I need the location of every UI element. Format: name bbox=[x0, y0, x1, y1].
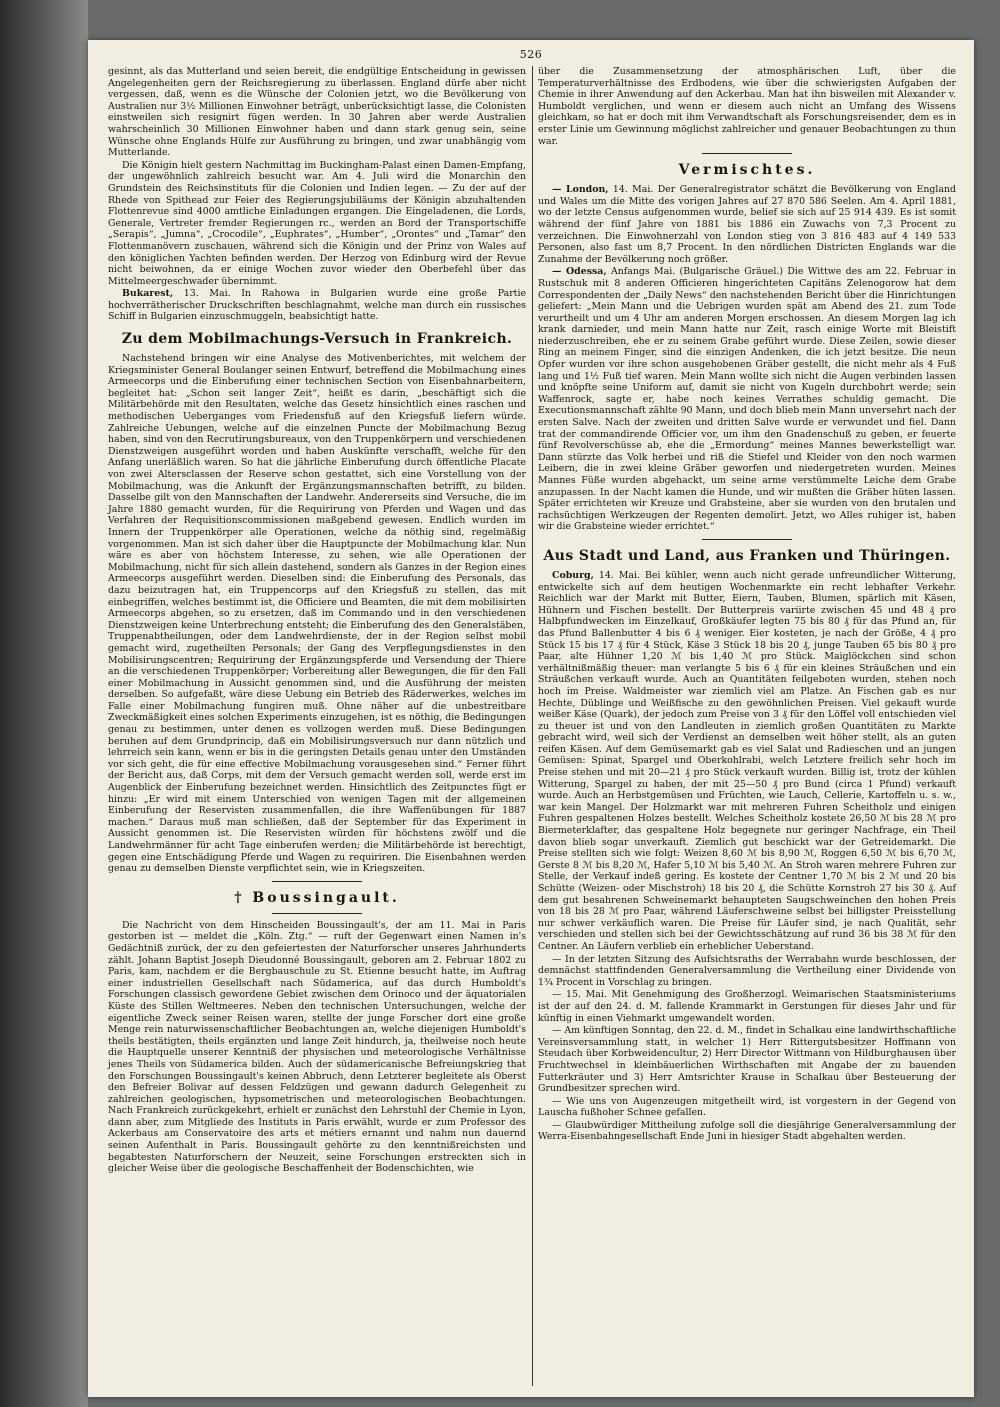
divider-rule bbox=[272, 913, 362, 914]
left-column bbox=[108, 66, 526, 1176]
book-binding bbox=[0, 0, 88, 1407]
news-item bbox=[538, 184, 956, 265]
dateline: — London, bbox=[552, 184, 609, 196]
divider-rule bbox=[272, 881, 362, 882]
dateline: — Odessa, bbox=[552, 266, 607, 278]
column-divider bbox=[532, 66, 533, 1386]
news-item: — In der letzten Sitzung des Aufsichtsraths der Werrabahn wurde beschlossen, der demnächst stattfindenden Generalversammlung die Vertheilung einer Dividende von 1¾ Procent in Vorschlag zu bringen. bbox=[538, 953, 956, 988]
page-number: 526 bbox=[519, 48, 543, 61]
section-heading: Vermischtes. bbox=[678, 162, 816, 179]
news-item bbox=[108, 288, 526, 323]
news-item bbox=[538, 266, 956, 533]
article-text: Nachstehend bringen wir eine Analyse des Motivenberichtes, mit welchem der Kriegsminister General Boulanger seinen Entwurf, betreffend die Mobilmachung eines Armeecorps und die Einberufung einer technischen Section von Eisenbahnarbeitern, begleitet hat: „Schon seit langer Zeit“, heißt es darin, „beschäftigt sich die Militärbehörde mit den Resultaten, welche das Gesetz hinsichtlich eines raschen und methodischen Ueberganges vom Friedensfuß auf den Kriegsfuß liefern würde. Zahlreiche Uebungen, welche auf die einzelnen Puncte der Mobilmachung Bezug haben, sind von den Recrutirungsbureaux, von den Truppenkörpern und verschiedenen Dienstzweigen ausgeführt worden und haben Auskünfte verschafft, welche für den Anfang unerläßlich waren. So hat die jährliche Einberufung durch öffentliche Placate von zwei Altersclassen der Reserve schon gestattet, sich eine Vorstellung von der Mobilmachung, was die Ankunft der Ergänzungsmannschaften betrifft, zu bilden. Dasselbe gilt von den Mannschaften der Landwehr. Andererseits sind Versuche, die im Jahre 1880 gemacht wurden, für die Requirirung von Pferden und Wagen und das Verfahren der Requisitionscommissionen maßgebend gewesen. Endlich wurden im Innern der Truppenkörper alle Operationen, welche da nöthig sind, regelmäßig vorgenommen. Man ist sich daher über die Hauptpuncte der Mobilmachung klar. Nun wäre es aber von höchstem Interesse, zu sehen, wie alle Operationen der Mobilmachung, nicht für sich allein dastehend, sondern als Ganzes in der Region eines Armeecorps ausgeführt werden. Dieselben sind: die Einberufung des Personals, das dazu beizutragen hat, ein Truppencorps auf den Kriegsfuß zu stellen, das mit einbegriffen, welches bestimmt ist, die Officiere und Beamten, die mit dem mobilisirten Armeecorps abgehen, so zu ersetzen, daß im Commando und in den verschiedenen Dienstzweigen keine Unterbrechung entsteht; die Einberufung des den Generalstäben, Truppenabtheilungen, oder dem Landwehrdienste, der in der Region selbst mobil gemacht wird, zugetheilten Personals; der Gang des Verpflegungsdienstes in den Mobilisirungscentren; Requirirung der Ergänzungspferde und Versendung der Thiere an die verschiedenen Truppenkörper; Vorbereitung aller Bewegungen, die für den Fall einer Mobilmachung in Aussicht genommen sind, und die Ausführung der meisten derselben. So aufgefaßt, wäre diese Uebung ein Betrieb des Räderwerkes, welches im Falle einer Mobilmachung fungiren muß. Ohne näher auf die unbestreitbare Zweckmäßigkeit eines solchen Experiments einzugehen, ist es nöthig, die Bedingungen genau zu bestimmen, unter denen es vollzogen werden muß. Diese Bedingungen beruhen auf dem Grundprincip, daß ein Mobilisirungsversuch nur dann nützlich und lehrreich sein kann, wenn er bis in die geringsten Details genau unter den Umständen vor sich geht, die für eine effective Mobilmachung vorausgesehen sind.“ Ferner führt der Bericht aus, daß Corps, mit dem der Versuch gemacht werden soll, werde erst im Augenblick der Einberufung bezeichnet werden. Hinsichtlich des Zeitpunctes fügt er hinzu: „Er wird mit einem Unterschied von wenigen Tagen mit der allgemeinen Einberufung der Reservisten zusammenfallen, die ihre Waffenübungen für 1887 machen.“ Daraus muß man schließen, daß der September für das Experiment in Aussicht genommen ist. Die Reservisten würden für höchstens zwölf und die Landwehrmänner für acht Tage einberufen werden; die Militärbehörde ist berechtigt, gegen eine Entschädigung Pferde und Wagen zu requiriren. Die Eisenbahnen werden genau zu demselben Dienste verpflichtet sein, wie in Kriegszeiten. bbox=[108, 353, 526, 875]
divider-rule bbox=[702, 539, 792, 540]
news-text: Anfangs Mai. (Bulgarische Gräuel.) Die Wittwe des am 22. Februar in Rustschuk mit 8 anderen Officieren hingerichteten Capitäns Zelenogorow hat dem Correspondenten der „Daily News“ den nachstehenden Bericht über die Hinrichtungen geliefert: „Mein Mann und die Uebrigen wurden spät am Abend des 21. zum Tode verurtheilt und um 4 Uhr am anderen Morgen erschossen. An diesem Morgen lag ich krank darnieder, und mein Mann hatte nur Zeit, rasch einige Worte mit Bleistift niederzuschreiben, ehe er zu seinem Grabe geführt wurde. Diese Zeilen, sowie dieser Ring an meinem Finger, sind die einzigen Andenken, die ich jetzt besitze. Die neun Opfer wurden vor ihre schon ausgehobenen Gräber gestellt, die nicht mehr als 4 Fuß lang und 1½ Fuß tief waren. Mein Mann wollte sich nicht die Augen verbinden lassen und knöpfte seine Uniform auf, damit sie nicht von Kugeln durchbohrt werde; sein Waffenrock, sagte er, habe noch keines Verrathes schuldig gemacht. Die Executionsmannschaft zählte 90 Mann, und doch blieb mein Mann unversehrt nach der ersten Salve. Nach der zweiten und dritten Salve wurde er verwundet und fiel. Dann trat der commandirende Officier vor, um ihm den Gnadenschuß zu geben, er feuerte fünf Revolverschüsse ab, ehe die „Ermordung“ meines Mannes bewerkstelligt war. Dann stürzte das Volk herbei und riß die Stiefel und Kleider von den noch warmen Leibern, die in zwei kleine Gräber geworfen und niedergetreten wurden. Meines Mannes Füße wurden abgehackt, um seine arme verstümmelte Leiche dem Grabe anzupassen. In der Nacht kamen die Hunde, und wir mußten die Gräber hüten lassen. Später errichteten wir Kreuze und Grabsteine, aber sie wurden von den brutalen und rachsüchtigen Werkzeugen der Regenten demolirt. Jetzt, wo Alles ruhiger ist, haben wir die Grabsteine wieder errichtet.“ bbox=[538, 266, 956, 533]
section-heading: Aus Stadt und Land, aus Franken und Thüringen. bbox=[543, 547, 951, 564]
dateline: Bukarest, bbox=[122, 288, 174, 300]
section-heading: Zu dem Mobilmachungs-Versuch in Frankreich. bbox=[121, 331, 513, 348]
article-text: Die Königin hielt gestern Nachmittag im Buckingham-Palast einen Damen-Empfang, der ungewöhnlich zahlreich besucht war. Am 4. Juli wird die Monarchin den Grundstein des Reichsinstituts für die Colonien und Indien legen. — Zu der auf der Rhede von Spithead zur Feier des Regierungsjubiläums der Königin abzuhaltenden Flottenrevue sind 4000 amtliche Einladungen ergangen. Die Eingeladenen, die Lords, Generale, Vertreter fremder Regierungen rc., werden an Bord der Transportschiffe „Serapis“, „Jumna“, „Crocodile“, „Euphrates“, „Humber“, „Orontes“ und „Tamar“ den Flottenmanövern zuschauen, während sich die Königin und der Prinz von Wales auf den königlichen Yachten befinden werden. Der Herzog von Edinburg wird der Revue nicht beiwohnen, da er einige Wochen zuvor wieder den Oberbefehl über das Mittelmeergeschwader übernimmt. bbox=[108, 159, 526, 287]
article-text: über die Zusammensetzung der atmosphärischen Luft, über die Temperaturverhältnisse des Erdbodens, wie über die schwierigsten Aufgaben der Chemie in ihrer Anwendung auf den Ackerbau. Man hat ihn bisweilen mit Alexander v. Humboldt verglichen, und wenn er diesem auch nicht an Umfang des Wissens gleichkam, so hat er doch mit ihm Verwandtschaft als Forschungsreisender, dem es in erster Linie um Gewinnung möglichst zahlreicher und genauer Beobachtungen zu thun war. bbox=[538, 66, 956, 147]
article-text: Die Nachricht von dem Hinscheiden Boussingault's, der am 11. Mai in Paris gestorben ist — meldet die „Köln. Ztg.“ — ruft der Gegenwart einen Namen in's Gedächtniß zurück, der zu den gefeiertesten der Naturforscher unseres Jahrhunderts zählt. Johann Baptist Joseph Dieudonné Boussingault, geboren am 2. Februar 1802 zu Paris, kam, nachdem er die Bergbauschule zu St. Etienne besucht hatte, im Auftrag einer industriellen Gesellschaft nach Südamerica, auf das durch Humboldt's Forschungen classisch gewordene Gebiet zwischen dem Orinoco und der äquatorialen Küste des Stillen Weltmeeres. Neben den technischen Untersuchungen, welche der eigentliche Zweck seiner Reisen waren, stellte der junge Forscher dort eine große Menge rein naturwissenschaftlicher Beobachtungen an, welche diejenigen Humboldt's theils bestätigten, theils ergänzten und lange Zeit hindurch, ja, theilweise noch heute die Hauptquelle unserer Kenntniß der physischen und meteorologische Verhältnisse jenes Theils von Südamerica bilden. Auch der südamericanische Befreiungskrieg that den Forschungen Boussingault's keinen Abbruch, denn Letzterer begleitete als Oberst den Befreier Bolivar auf dessen Feldzügen und gewann dadurch Gelegenheit zu zahlreichen geologischen, hypsometrischen und meteorologischen Beobachtungen. Nach Frankreich zurückgekehrt, erhielt er zunächst den Lehrstuhl der Chemie in Lyon, dann aber, zum Mitgliede des Instituts in Paris erwählt, wurde er zum Professor des Ackerbaus am Conservatoire des arts et métiers ernannt und nahm nun dauernd seinen Aufenthalt in Paris. Boussingault gehörte zu den kenntnißreichsten und begabtesten Naturforschern der Neuzeit, seine Forschungen erstreckten sich in gleicher Weise über die geologische Beschaffenheit der Bodenschichten, wie bbox=[108, 919, 526, 1175]
news-text: 14. Mai. Der Generalregistrator schätzt die Bevölkerung von England und Wales um die Mitte des vorigen Jahres auf 27 870 586 Seelen. Am 4. April 1881, wo der letzte Census aufgenommen wurde, belief sie sich auf 25 914 439. Es ist somit während der fünf Jahre von 1881 bis 1886 ein Zuwachs von 7,3 Procent zu verzeichnen. Die Einwohnerzahl von London stieg von 3 816 483 auf 4 149 533 Personen, also fast um 8,7 Procent. In den nördlichen Districten Englands war die Zunahme der Bevölkerung noch größer. bbox=[538, 184, 956, 265]
news-item: — Glaubwürdiger Mittheilung zufolge soll die diesjährige Generalversammlung der Werra-Eisenbahngesellschaft Ende Juni in hiesiger Stadt abgehalten werden. bbox=[538, 1119, 956, 1143]
news-item: — Wie uns von Augenzeugen mitgetheilt wird, ist vorgestern in der Gegend von Lauscha fußhoher Schnee gefallen. bbox=[538, 1095, 956, 1119]
section-heading: † Boussingault. bbox=[234, 889, 400, 906]
right-column bbox=[538, 66, 956, 1144]
divider-rule bbox=[702, 153, 792, 154]
article-text: gesinnt, als das Mutterland und seien bereit, die endgültige Entscheidung in gewissen Angelegenheiten gern der Reichsregierung zu überlassen. England dürfe aber nicht vergessen, daß, wenn es die Wünsche der Colonien jetzt, wo die Bevölkerung von Australien nur 3½ Millionen Einwohner beträgt, unberücksichtigt lasse, die Colonisten einstweilen sich resignirt fügen werden. In 30 Jahren aber werde Australien wahrscheinlich 30 Millionen Einwohner haben und dann stark genug sein, seine Wünsche ohne Englands Hülfe zur Ausführung zu bringen, und zwar unabhängig vom Mutterlande. bbox=[108, 66, 526, 159]
news-text: 13. Mai. In Rahowa in Bulgarien wurde eine große Partie hochverrätherischer Druckschriften beschlagnahmt, welche man durch ein russisches Schiff in Bulgarien einzuschmuggeln, beabsichtigt hatte. bbox=[108, 288, 526, 323]
dateline: Coburg, bbox=[552, 569, 594, 581]
news-text: 14. Mai. Bei kühler, wenn auch nicht gerade unfreundlicher Witterung, entwickelte sich auf dem heutigen Wochenmarkte ein recht lebhafter Verkehr. Reichlich war der Markt mit Butter, Eiern, Tauben, Blumen, spärlich mit Käsen, Hühnern und Fischen bestellt. Der Butterpreis variirte zwischen 45 und 48 ₰ pro Halbpfundwecken im Einzelkauf, Großkäufer legten 75 bis 80 ₰ für das Pfund an, für das Pfund Ballenbutter 4 bis 6 ₰ weniger. Eier kosteten, je nach der Größe, 4 ₰ pro Stück 15 bis 17 ₰ für 4 Stück, Käse 3 Stück 18 bis 20 ₰, junge Tauben 65 bis 80 ₰ pro Paar, alte Hühner 1,20 ℳ bis 1,40 ℳ pro Stück. Maiglöckchen sind schon verhältnißmäßig theuer: man verlangte 5 bis 6 ₰ für ein kleines Sträußchen und ein Sträußchen verkauft wurde. Auch an Quantitäten feilgeboten wurden, stehen noch hoch im Preise. Waldmeister war ziemlich viel am Platze. An Fischen gab es nur Hechte, Düblinge und Weißfische zu den gewöhnlichen Preisen. Viel gekauft wurde weißer Käse (Quark), der jedoch zum Preise von 3 ₰ für den Löffel voll entschieden viel zu theuer ist und von den Landleuten in ziemlich großen Quantitäten zu Markte gebracht wird, weil sich der Verdienst an demselben weit höher stellt, als an guten reifen Käsen. Auf dem Gemüsemarkt gab es viel Salat und Radieschen und an jungen Gemüsen: Spinat, Spargel und Oberkohlrabi, welch Letztere freilich sehr hoch im Preise stehen und mit 20—21 ₰ pro Stück verkauft wurden. Billig ist, trotz der kühlen Witterung, Spargel zu haben, der mit 25—50 ₰ pro Bund (circa 1 Pfund) verkauft wurde. Auch an Herbstgemüsen und Früchten, wie Lauch, Cellerie, Kartoffeln u. s. w., war kein Mangel. Der Holzmarkt war mit mehreren Fuhren Scheitholz und einigen Fuhren gespaltenen Holzes bestellt. Welches Scheitholz kostete 26,50 ℳ bis 28 ℳ pro Biermeterklafter, das gespaltene Holz begegnete nur geringer Nachfrage, ein Theil davon blieb sogar unverkauft. Ziemlich gut beschickt war der Getreidemarkt. Die Preise stellten sich wie folgt: Weizen 8,60 ℳ bis 8,90 ℳ, Roggen 6,50 ℳ bis 6,70 ℳ, Gerste 8 ℳ bis 8,20 ℳ, Hafer 5,10 ℳ bis 5,40 ℳ. An Stroh waren mehrere Fuhren zur Stelle, der Verkauf indeß gering. Es kostete der Centner 1,70 ℳ bis 2 ℳ und 20 bis Schütte (Weizen- oder Mischstroh) 18 bis 20 ₰, die Schütte Kornstroh 27 bis 30 ₰. Auf dem gut besahrenen Schweinemarkt behaupteten Saugschweinchen den hohen Preis von 18 bis 28 ℳ pro Paar, während Läuferschweine selbst bei billigster Preisstellung nur schwer verkäuflich waren. Die Preise für Läufer sind, je nach Qualität, sehr verschieden und stellen sich bei der Gewichtsschätzung auf rund 36 bis 38 ℳ für den Centner. An Läufern verblieb ein erheblicher Ueberstand. bbox=[538, 569, 957, 952]
news-item bbox=[538, 570, 956, 953]
news-item: — 15. Mai. Mit Genehmigung des Großherzogl. Weimarischen Staatsministeriums ist der auf den 24. d. M. fallende Krammarkt in Gerstungen für dieses Jahr und für künftig in einen Viehmarkt umgewandelt worden. bbox=[538, 989, 956, 1024]
news-item: — Am künftigen Sonntag, den 22. d. M., findet in Schalkau eine landwirthschaftliche Vereinsversammlung statt, in welcher 1) Herr Rittergutsbesitzer Hoffmann von Steudach über Korbweidencultur, 2) Herr Director Wittmann von Hildburghausen über Fruchtwechsel in kleinbäuerlichen Wirthschaften mit Angabe der zu bauenden Futterkräuter und 3) Herr Amtsrichter Krause in Schalkau über Besteuerung der Grundbesitzer sprechen wird. bbox=[538, 1025, 956, 1095]
newspaper-page bbox=[88, 40, 974, 1397]
